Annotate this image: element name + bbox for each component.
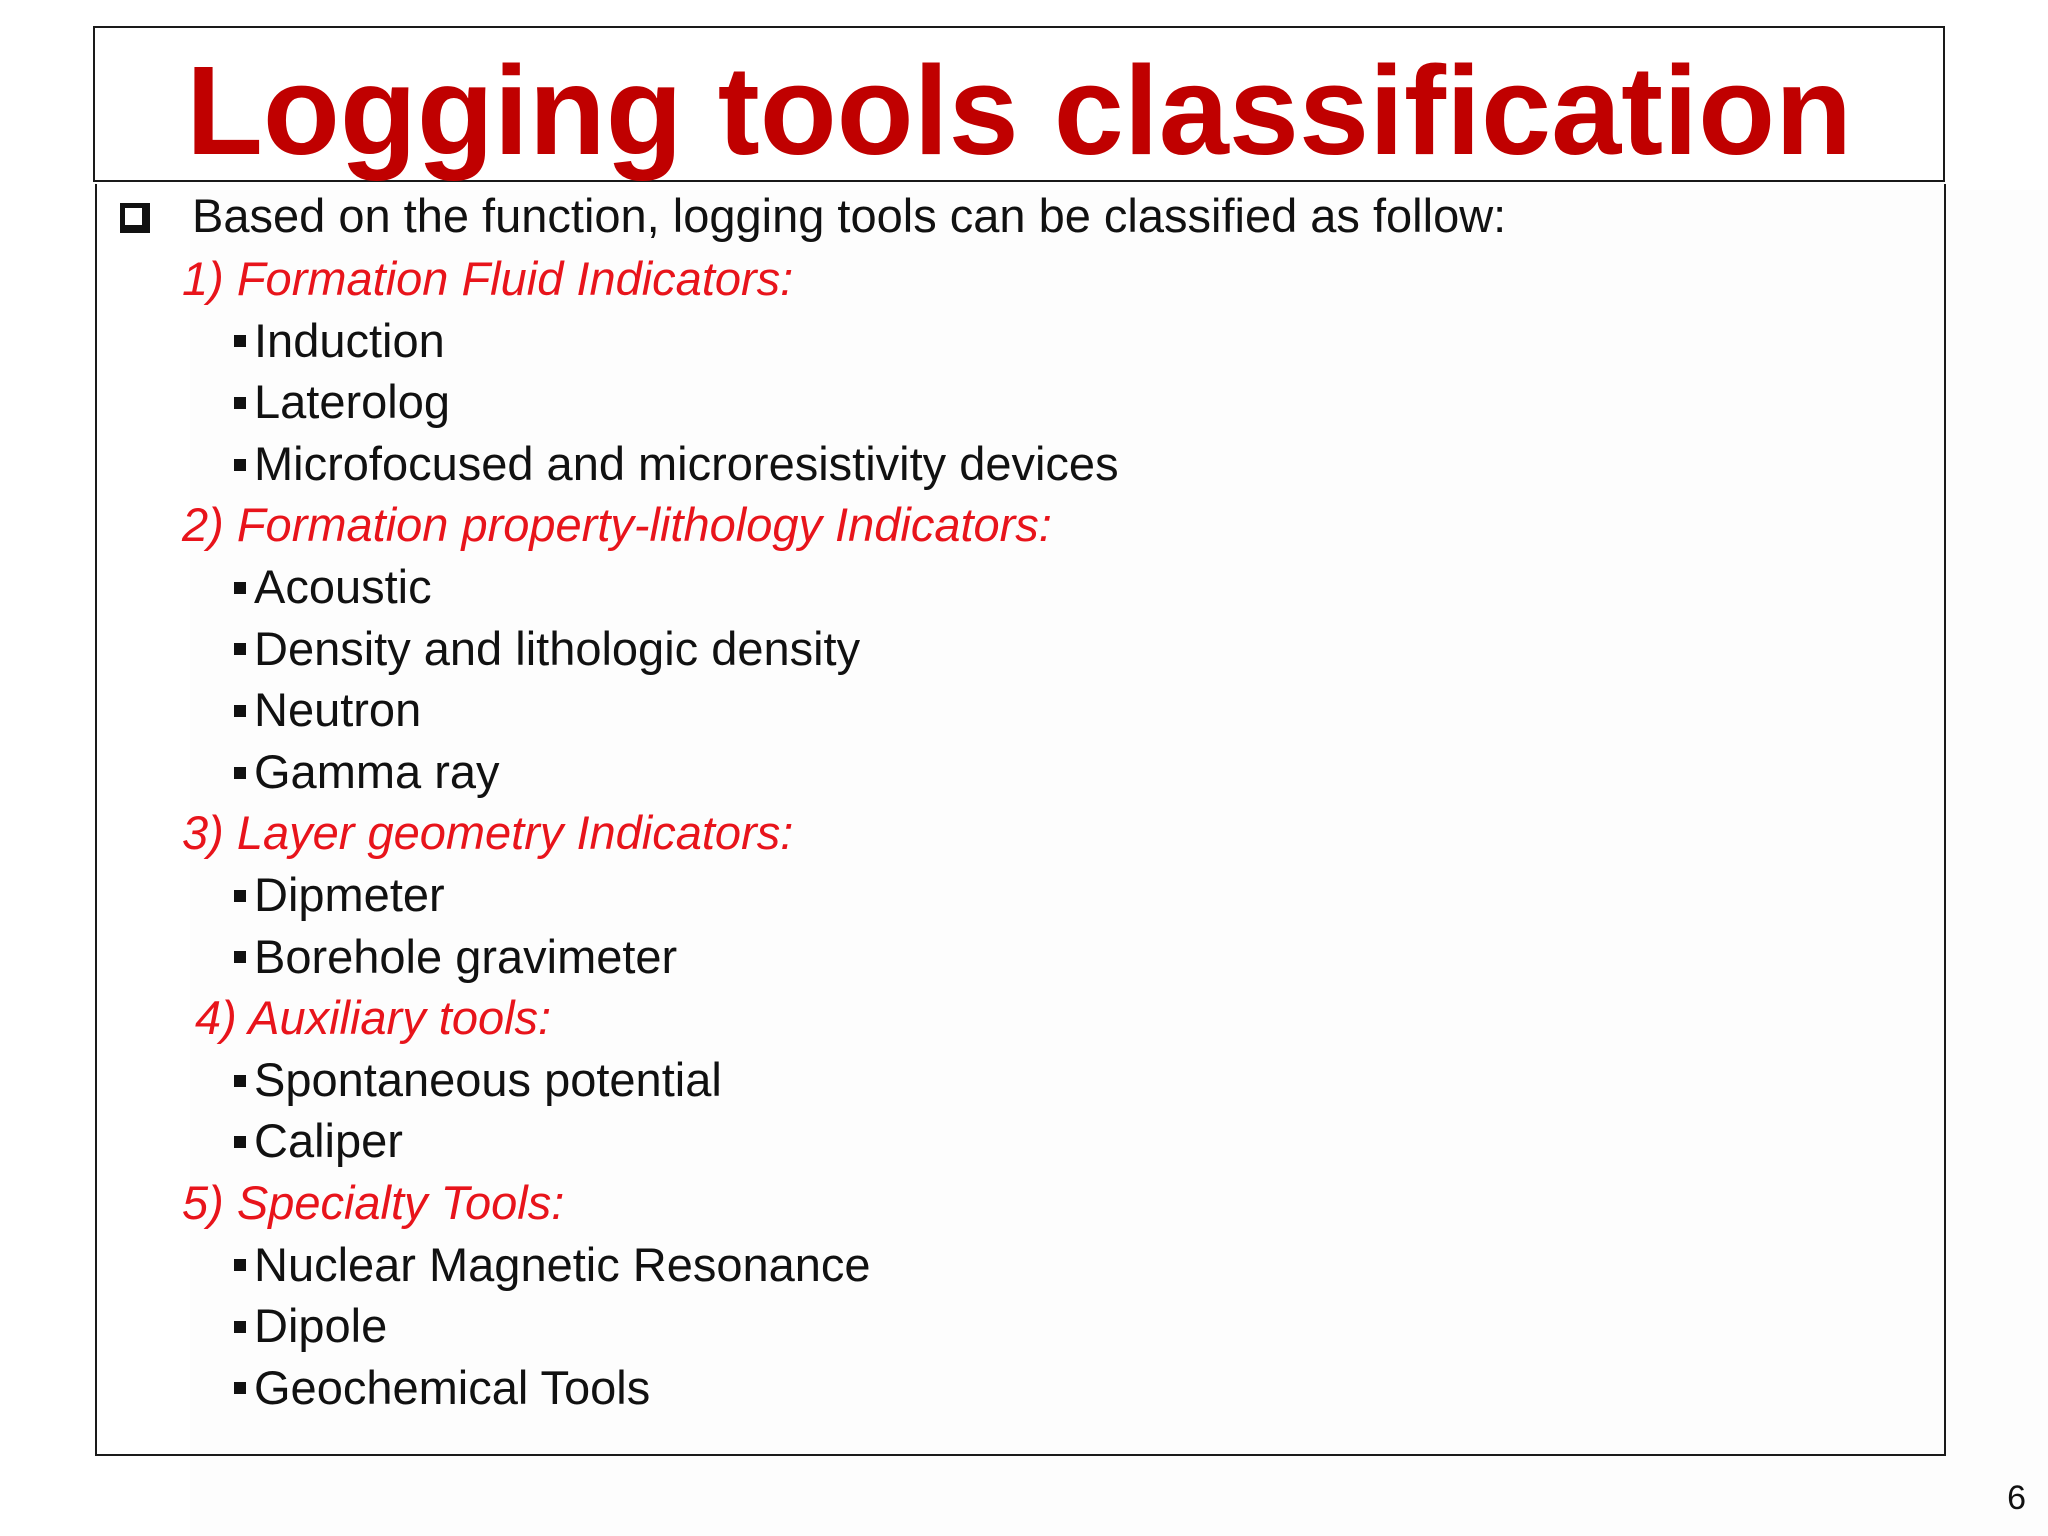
tool-label: Dipole [254, 1299, 388, 1353]
tool-label: Gamma ray [254, 744, 500, 798]
classification-list [0, 248, 1119, 1418]
tool-item [0, 926, 1119, 988]
intro-line [120, 186, 1506, 246]
tool-item [0, 1295, 1119, 1357]
tool-label: Neutron [254, 683, 422, 737]
square-bullet-icon [234, 459, 246, 471]
tool-item [0, 310, 1119, 372]
category-heading: 3) Layer geometry Indicators: [182, 806, 794, 860]
tool-item [0, 1234, 1119, 1296]
tool-label: Induction [254, 313, 445, 367]
square-bullet-icon [234, 643, 246, 655]
tool-item [0, 1049, 1119, 1111]
tool-label: Nuclear Magnetic Resonance [254, 1237, 871, 1291]
tool-item [0, 1110, 1119, 1172]
tool-label: Acoustic [254, 559, 432, 613]
square-bullet-icon [234, 397, 246, 409]
tool-item [0, 433, 1119, 495]
tool-item [0, 618, 1119, 680]
slide-title: Logging tools classification [185, 40, 1853, 181]
tool-label: Spontaneous potential [254, 1052, 722, 1106]
tool-item [0, 1357, 1119, 1419]
square-bullet-icon [234, 767, 246, 779]
tool-item [0, 741, 1119, 803]
category-heading: 1) Formation Fluid Indicators: [182, 252, 794, 305]
square-bullet-icon [234, 1075, 246, 1087]
tool-label: Laterolog [254, 375, 450, 429]
square-bullet-icon [234, 705, 246, 717]
tool-label: Borehole gravimeter [254, 929, 678, 983]
square-bullet-icon [234, 951, 246, 963]
square-bullet-icon [234, 582, 246, 594]
square-bullet-icon [234, 890, 246, 902]
hollow-square-checkbox-icon [120, 203, 150, 233]
square-bullet-icon [234, 1259, 246, 1271]
category-heading: 5) Specialty Tools: [182, 1175, 565, 1229]
tool-item [0, 556, 1119, 618]
tool-label: Caliper [254, 1114, 403, 1168]
category-heading: 4) Auxiliary tools: [195, 991, 552, 1045]
square-bullet-icon [234, 1321, 246, 1333]
square-bullet-icon [234, 1136, 246, 1148]
tool-item [0, 864, 1119, 926]
page-number: 6 [2007, 1479, 2026, 1517]
tool-item [0, 679, 1119, 741]
tool-label: Density and lithologic density [254, 621, 861, 675]
square-bullet-icon [234, 335, 246, 347]
tool-label: Microfocused and microresistivity devices [254, 436, 1119, 490]
tool-label: Geochemical Tools [254, 1360, 651, 1414]
title-box [93, 26, 1945, 182]
category-heading: 2) Formation property-lithology Indicators: [182, 498, 1052, 552]
square-bullet-icon [234, 1382, 246, 1394]
intro-text: Based on the function, logging tools can be classified as follow: [192, 189, 1507, 242]
tool-item [0, 371, 1119, 433]
tool-label: Dipmeter [254, 867, 445, 921]
